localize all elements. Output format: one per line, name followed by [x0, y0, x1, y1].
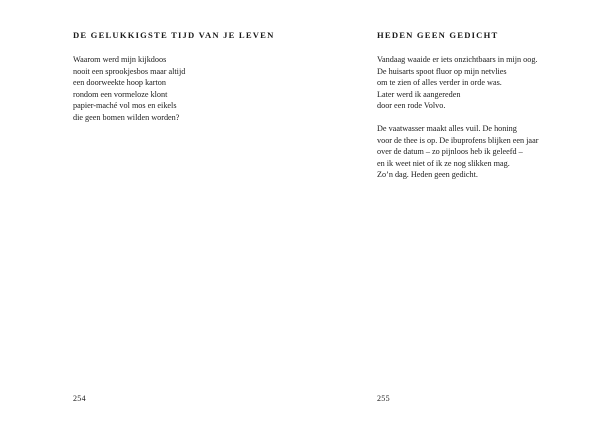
poem-title: HEDEN GEEN GEDICHT [377, 30, 499, 40]
poem-line: een doorweekte hoop karton [73, 78, 166, 87]
poem-line: Waarom werd mijn kijkdoos [73, 55, 167, 64]
poem-line: De vaatwasser maakt alles vuil. De honing [377, 124, 517, 133]
poem-line: en ik weet niet of ik ze nog slikken mag. [377, 158, 510, 168]
poem-line: voor de thee is op. De ibuprofens blijken een jaar [377, 135, 539, 145]
page-number: 254 [73, 394, 86, 403]
poem-line: rondom een vormeloze klont [73, 89, 168, 99]
poem-line: Later werd ik aangereden [377, 89, 461, 99]
poem-body [73, 54, 185, 135]
poem-line: Vandaag waaide er iets onzichtbaars in mijn oog. [377, 55, 538, 64]
poem-line: om te zien of alles verder in orde was. [377, 78, 502, 87]
stanza [377, 123, 538, 181]
stanza [73, 54, 185, 123]
poem-body [377, 54, 538, 192]
right-page [300, 0, 600, 432]
poem-line: door een rode Volvo. [377, 101, 446, 110]
poem-line: nooit een sprookjesbos maar altijd [73, 66, 186, 76]
stanza [377, 54, 538, 112]
poem-title: DE GELUKKIGSTE TIJD VAN JE LEVEN [73, 30, 275, 40]
poem-line: De huisarts spoot fluor op mijn netvlies [377, 66, 507, 76]
poem-line: over de datum – zo pijnloos heb ik geleefd – [377, 147, 523, 156]
poem-line: papier-maché vol mos en eikels [73, 101, 177, 110]
page-number: 255 [377, 394, 390, 403]
poem-line: die geen bomen wilden worden? [73, 112, 180, 122]
poem-line: Zo’n dag. Heden geen gedicht. [377, 170, 478, 179]
